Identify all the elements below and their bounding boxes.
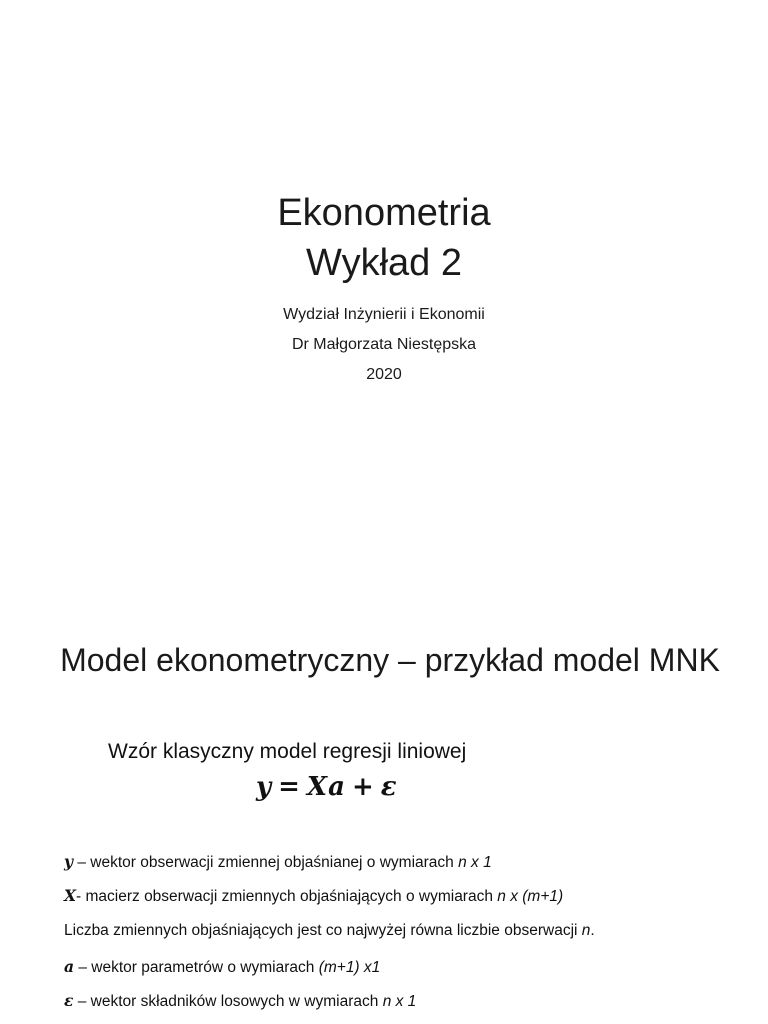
formula-epsilon: ε	[380, 772, 398, 802]
symbol-y: y	[64, 852, 74, 871]
definition-line-y	[64, 852, 492, 872]
author-text: Dr Małgorzata Niestępska	[291, 336, 477, 353]
dimension-text: n x (m+1)	[497, 888, 564, 905]
definition-line-a	[64, 957, 380, 977]
definition-text: – wektor parametrów o wymiarach	[74, 959, 319, 976]
regression-formula	[256, 772, 398, 802]
formula-caption: Wzór klasyczny model regresji liniowej	[108, 740, 467, 763]
definition-line-x	[64, 886, 563, 906]
content-slide	[0, 600, 768, 1024]
faculty-text: Wydział Inżynierii i Ekonomii	[283, 306, 485, 323]
definition-line-count	[64, 922, 595, 940]
dimension-text: n	[581, 922, 591, 939]
symbol-x: X	[64, 886, 77, 905]
symbol-a: a	[64, 957, 75, 976]
dimension-text: (m+1) x1	[318, 959, 381, 976]
slide-title-line1: Ekonometria	[277, 192, 491, 234]
slide-title-line2: Wykład 2	[306, 242, 462, 284]
symbol-epsilon: ε	[64, 991, 74, 1010]
dimension-text: n x 1	[458, 854, 492, 871]
formula-equals: =	[278, 772, 301, 802]
definition-line-epsilon	[64, 991, 416, 1011]
formula-lhs: y	[256, 772, 273, 802]
formula-term: Xa	[306, 772, 346, 802]
formula-plus: +	[351, 772, 375, 802]
definition-text: – wektor składników losowych w wymiarach	[73, 993, 383, 1010]
dimension-text: n x 1	[382, 993, 417, 1010]
definition-text: Liczba zmiennych objaśniających jest co najwyżej równa liczbie obserwacji	[64, 922, 582, 939]
definition-suffix: .	[590, 922, 595, 939]
definition-text: - macierz obserwacji zmiennych objaśniających o wymiarach	[76, 888, 498, 905]
definition-text: – wektor obserwacji zmiennej objaśnianej o wymiarach	[73, 854, 459, 871]
slide-heading: Model ekonometryczny – przykład model MNK	[60, 642, 720, 678]
year-text: 2020	[366, 366, 402, 383]
